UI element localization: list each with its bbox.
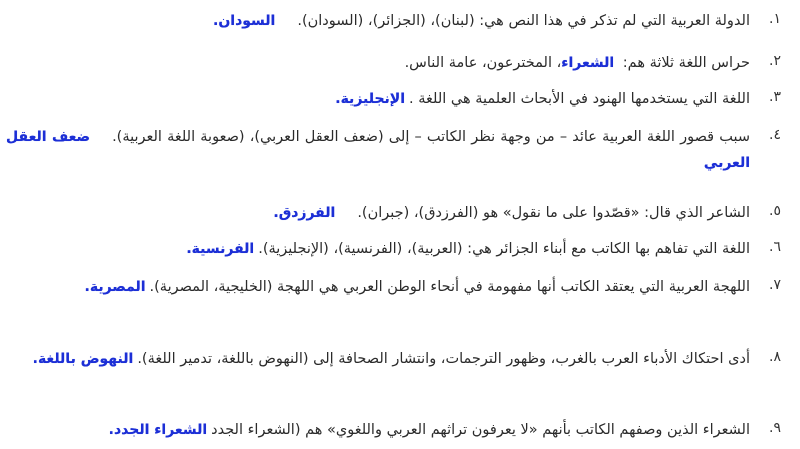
question-prompt: اللهجة العربية التي يعتقد الكاتب أنها مفهومة في أنحاء الوطن العربي هي اللهجة (الخليجية، المصرية). [149, 279, 750, 295]
answer: المصرية. [84, 279, 146, 295]
question-prompt: الدولة العربية التي لم تذكر في هذا النص هي: (لبنان)، (الجزائر)، (السودان). [297, 13, 750, 29]
question-6 [0, 236, 800, 262]
answer: الإنجليزية. [335, 91, 406, 107]
question-text [6, 417, 750, 443]
question-number: ٥. [769, 203, 781, 219]
question-2 [0, 50, 800, 76]
question-text [6, 8, 750, 34]
question-text [6, 346, 750, 372]
answer: الفرنسية. [186, 241, 255, 257]
question-5 [0, 200, 800, 226]
question-1 [0, 8, 800, 34]
question-number: ٧. [769, 277, 781, 293]
question-number: ٨. [769, 349, 781, 365]
answer: ضعف العقل العربي [6, 129, 750, 171]
question-prompt: سبب قصور اللغة العربية عائد – من وجهة نظر الكاتب – إلى (ضعف العقل العربي)، (صعوبة اللغة العربية). [112, 129, 750, 145]
question-text [6, 50, 750, 76]
question-text [6, 86, 750, 112]
question-number: ١. [769, 11, 781, 27]
question-prompt: الشعراء الذين وصفهم الكاتب بأنهم «لا يعرفون تراثهم العربي واللغوي» هم (الشعراء الجدد [211, 422, 750, 438]
question-text [6, 274, 750, 300]
answer: السودان. [213, 13, 276, 29]
question-number: ٦. [769, 239, 781, 255]
question-text [6, 236, 750, 262]
question-text [6, 124, 750, 176]
question-number: ٢. [769, 53, 781, 69]
question-prompt: حراس اللغة ثلاثة هم: [622, 55, 750, 71]
answer: النهوض باللغة. [32, 351, 134, 367]
question-number: ٣. [769, 89, 781, 105]
question-number: ٤. [769, 127, 781, 143]
question-prompt-end: ، المخترعون، عامة الناس. [404, 55, 562, 71]
question-3 [0, 86, 800, 112]
question-9 [0, 417, 800, 443]
question-prompt: اللغة التي تفاهم بها الكاتب مع أبناء الجزائر هي: (العربية)، (الفرنسية)، (الإنجليزية). [258, 241, 750, 257]
question-4 [0, 124, 800, 176]
question-7 [0, 274, 800, 300]
answer: الشعراء الجدد. [108, 422, 208, 438]
answer: الشعراء [561, 55, 615, 71]
answer: الفرزدق. [273, 205, 336, 221]
question-prompt: اللغة التي يستخدمها الهنود في الأبحاث العلمية هي اللغة . [409, 91, 750, 107]
question-text [6, 200, 750, 226]
question-8 [0, 346, 800, 372]
question-prompt: أدى احتكاك الأدباء العرب بالغرب، وظهور الترجمات، وانتشار الصحافة إلى (النهوض باللغة، تدمير اللغة). [137, 351, 750, 367]
question-prompt: الشاعر الذي قال: «قصّدوا على ما نقول» هو (الفرزدق)، (جبران). [357, 205, 750, 221]
question-number: ٩. [769, 420, 781, 436]
